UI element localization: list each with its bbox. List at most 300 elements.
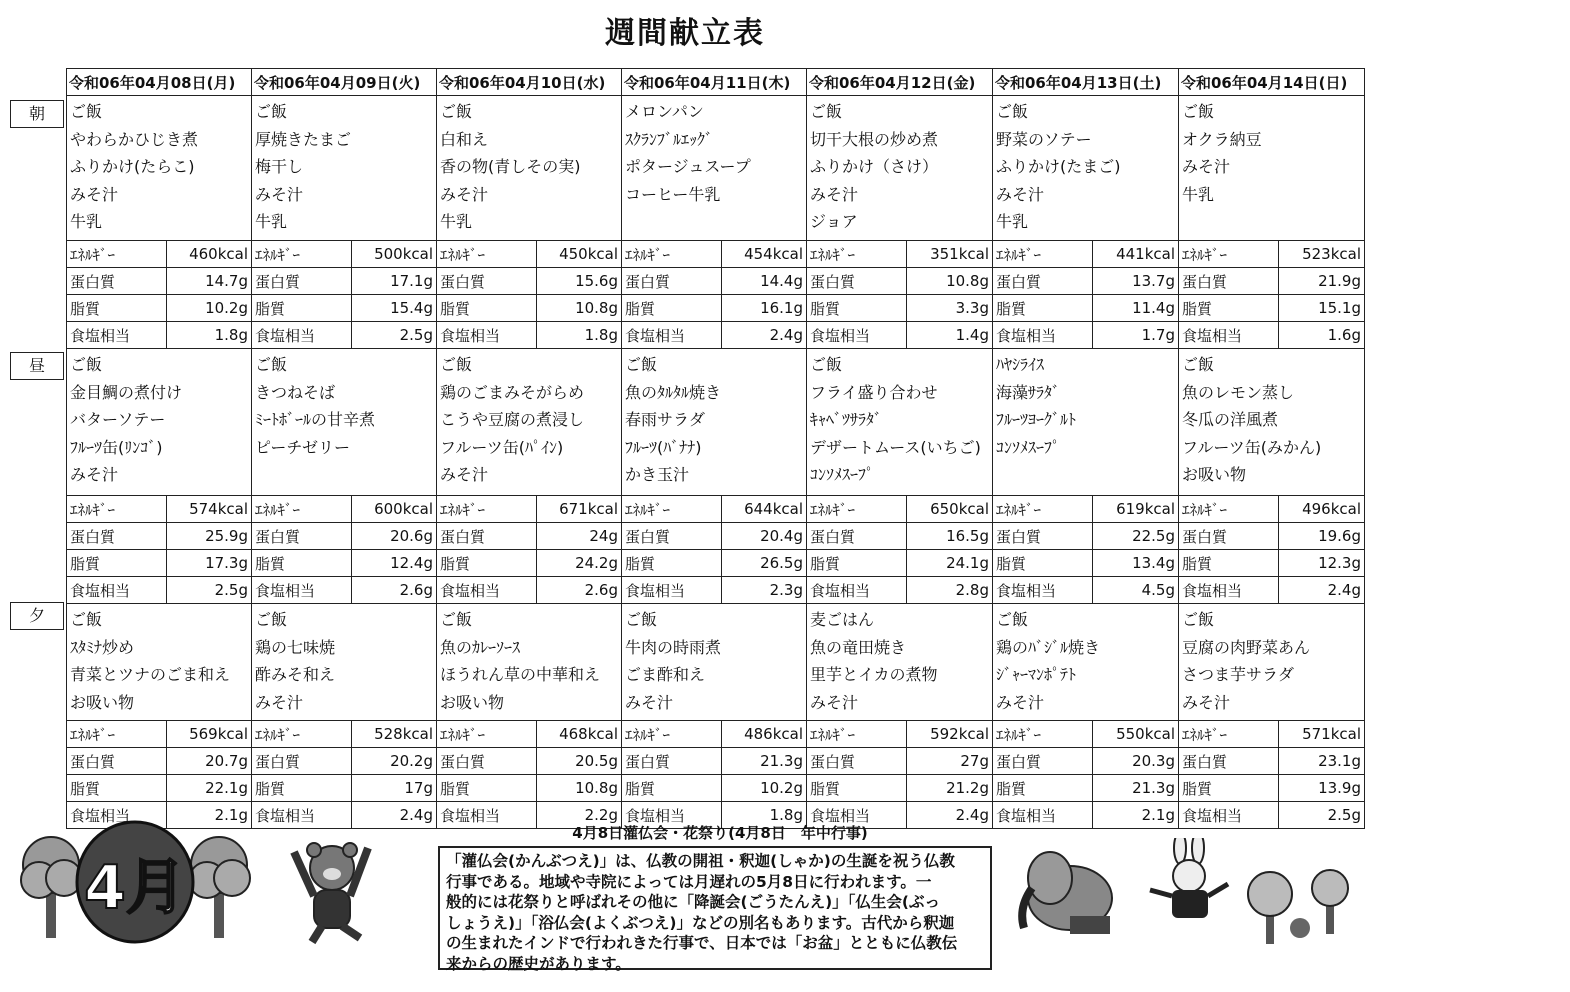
nutrient-label-protein: 蛋白質 (993, 268, 1093, 295)
nutrient-value-fat: 15.4g (351, 295, 436, 322)
nutrient-label-salt: 食塩相当 (807, 322, 907, 349)
dish-item: ｼﾞｬｰﾏﾝﾎﾟﾃﾄ (996, 665, 1077, 684)
dish-item: 鶏のﾊﾞｼﾞﾙ焼き (996, 637, 1101, 657)
nutrient-value-protein: 20.7g (166, 748, 251, 775)
dish-item: ふりかけ（さけ） (810, 157, 939, 176)
nutrient-value-protein: 24g (536, 523, 621, 550)
nutrient-label-fat: 脂質 (622, 775, 721, 802)
dish-cell-dinner (1179, 604, 1365, 721)
nutrient-label-salt: 食塩相当 (807, 577, 907, 604)
dish-item: ご飯 (1182, 355, 1215, 374)
nutrient-value-protein: 10.8g (907, 268, 992, 295)
nutrient-label-salt: 食塩相当 (67, 577, 166, 604)
nutrient-value-fat: 10.8g (536, 295, 621, 322)
nutrition-cell-dinner (622, 721, 807, 829)
nutrient-value-salt: 2.1g (214, 806, 248, 824)
dish-item: ご飯 (625, 355, 658, 374)
nutrient-value-protein: 14.7g (166, 268, 251, 295)
nutrition-cell-breakfast (252, 241, 437, 349)
nutrition-row-lunch (67, 496, 1365, 604)
nutrient-label-protein: 蛋白質 (622, 523, 721, 550)
nutrient-value-protein: 17.1g (351, 268, 436, 295)
nutrient-label-energy: ｴﾈﾙｷﾞｰ (252, 241, 351, 268)
nutrient-label-salt: 食塩相当 (252, 322, 351, 349)
nutrition-cell-breakfast (993, 241, 1179, 349)
dish-item: 魚の竜田焼き (810, 637, 907, 657)
nutrient-label-energy: ｴﾈﾙｷﾞｰ (67, 496, 166, 523)
date-header: 令和06年04月09日(火) (252, 69, 437, 96)
nutrition-cell-breakfast (67, 241, 252, 349)
weekly-menu-table (66, 68, 1365, 829)
event-line: 般的には花祭りと呼ばれその他に「降誕会(ごうたんえ)」「仏生会(ぶっ (446, 893, 941, 911)
nutrient-label-protein: 蛋白質 (993, 748, 1093, 775)
dish-item: 牛乳 (255, 212, 288, 231)
nutrient-label-protein: 蛋白質 (437, 523, 536, 550)
nutrient-value-energy: 550kcal (1093, 721, 1178, 748)
dish-item: フライ盛り合わせ (810, 382, 938, 402)
meal-label-lunch: 昼 (10, 352, 64, 380)
dish-item: ｺﾝｿﾒｽｰﾌﾟ (996, 437, 1061, 457)
nutrient-label-salt: 食塩相当 (252, 802, 351, 829)
dish-cell-dinner (67, 604, 252, 721)
nutrient-value-energy: 486kcal (721, 721, 806, 748)
dish-cell-breakfast (437, 96, 622, 241)
dish-item: 冬瓜の洋風煮 (1182, 410, 1279, 429)
nutrient-label-salt: 食塩相当 (67, 322, 166, 349)
dish-item: ほうれん草の中華和え (440, 665, 601, 684)
nutrient-label-energy: ｴﾈﾙｷﾞｰ (437, 496, 536, 523)
nutrient-label-protein: 蛋白質 (1179, 268, 1279, 295)
dish-item: 鶏のごまみそがらめ (440, 382, 585, 402)
nutrient-value-fat: 17.3g (166, 550, 251, 577)
nutrient-label-fat: 脂質 (993, 295, 1093, 322)
nutrient-label-salt: 食塩相当 (993, 802, 1093, 829)
dish-item: オクラ納豆 (1182, 129, 1262, 149)
nutrient-label-salt: 食塩相当 (622, 577, 721, 604)
tree-icon (21, 837, 82, 938)
nutrient-value-energy: 574kcal (166, 496, 251, 523)
dish-item: ｷｬﾍﾞﾂｻﾗﾀﾞ (810, 410, 883, 429)
dish-item: ご飯 (625, 610, 658, 629)
nutrient-label-protein: 蛋白質 (67, 268, 166, 295)
dish-item: ﾌﾙｰﾂ(ﾊﾞﾅﾅ) (625, 437, 702, 457)
nutrient-label-protein: 蛋白質 (1179, 523, 1279, 550)
nutrient-value-salt: 2.4g (955, 806, 989, 824)
nutrient-value-fat: 12.4g (351, 550, 436, 577)
nutrient-label-salt: 食塩相当 (1179, 577, 1279, 604)
nutrient-label-energy: ｴﾈﾙｷﾞｰ (807, 496, 907, 523)
nutrition-cell-dinner (1179, 721, 1365, 829)
dish-item: ジョア (810, 212, 858, 231)
nutrient-label-protein: 蛋白質 (622, 268, 721, 295)
nutrient-value-salt: 1.8g (214, 326, 248, 344)
nutrient-label-energy: ｴﾈﾙｷﾞｰ (993, 721, 1093, 748)
nutrient-value-fat: 11.4g (1093, 295, 1178, 322)
nutrient-value-salt: 1.6g (1327, 326, 1361, 344)
nutrient-value-salt: 2.2g (584, 806, 618, 824)
dish-item: お吸い物 (70, 692, 135, 712)
nutrient-value-protein: 19.6g (1279, 523, 1364, 550)
month-badge-illustration (14, 820, 264, 960)
dish-row-lunch (67, 349, 1365, 496)
dish-item: 牛乳 (70, 212, 103, 231)
nutrient-value-protein: 20.2g (351, 748, 436, 775)
dish-item: みそ汁 (70, 465, 119, 484)
dish-item: ご飯 (70, 610, 103, 629)
dish-item: 青菜とツナのごま和え (70, 665, 231, 684)
nutrient-label-protein: 蛋白質 (993, 523, 1093, 550)
date-header: 令和06年04月08日(月) (67, 69, 252, 96)
dish-item: 海藻ｻﾗﾀﾞ (996, 382, 1061, 402)
dish-item: 麦ごはん (810, 610, 875, 629)
dish-item: 豆腐の肉野菜あん (1182, 637, 1311, 657)
bear-icon (280, 838, 380, 948)
nutrient-value-energy: 571kcal (1279, 721, 1364, 748)
nutrient-value-salt: 2.6g (399, 581, 433, 599)
dish-item: 野菜のソテー (996, 129, 1092, 149)
nutrient-label-fat: 脂質 (252, 550, 351, 577)
dish-item: 梅干し (255, 157, 304, 176)
dish-item: 鶏の七味焼 (255, 637, 336, 657)
nutrient-value-salt: 2.4g (1327, 581, 1361, 599)
rabbit-and-trees-icon (1140, 838, 1370, 958)
nutrient-label-fat: 脂質 (437, 550, 536, 577)
dish-cell-dinner (622, 604, 807, 721)
nutrient-label-energy: ｴﾈﾙｷﾞｰ (1179, 496, 1279, 523)
dish-item: ﾌﾙｰﾂﾖｰｸﾞﾙﾄ (996, 410, 1077, 429)
nutrient-label-protein: 蛋白質 (807, 268, 907, 295)
nutrient-value-protein: 20.6g (351, 523, 436, 550)
nutrient-label-fat: 脂質 (252, 295, 351, 322)
dish-item: ご飯 (70, 355, 103, 374)
nutrient-value-salt: 2.4g (399, 806, 433, 824)
nutrition-row-dinner (67, 721, 1365, 829)
nutrient-value-energy: 460kcal (166, 241, 251, 268)
dish-item: 牛乳 (996, 212, 1029, 231)
nutrient-value-energy: 528kcal (351, 721, 436, 748)
date-header: 令和06年04月11日(木) (622, 69, 807, 96)
nutrient-value-protein: 23.1g (1279, 748, 1364, 775)
nutrient-value-fat: 26.5g (721, 550, 806, 577)
nutrient-value-fat: 16.1g (721, 295, 806, 322)
meal-label-dinner: 夕 (10, 602, 64, 630)
nutrient-label-fat: 脂質 (67, 550, 166, 577)
nutrient-value-fat: 24.1g (907, 550, 992, 577)
dish-item: 金目鯛の煮付け (70, 382, 183, 402)
dish-item: 厚焼きたまご (255, 129, 352, 149)
nutrient-label-salt: 食塩相当 (622, 802, 721, 829)
nutrient-label-fat: 脂質 (993, 775, 1093, 802)
nutrient-label-salt: 食塩相当 (807, 802, 907, 829)
dish-cell-lunch (993, 349, 1179, 496)
nutrient-label-protein: 蛋白質 (1179, 748, 1279, 775)
nutrient-value-energy: 450kcal (536, 241, 621, 268)
nutrition-cell-breakfast (1179, 241, 1365, 349)
nutrient-label-salt: 食塩相当 (437, 577, 536, 604)
nutrient-label-fat: 脂質 (1179, 295, 1279, 322)
nutrient-value-protein: 20.3g (1093, 748, 1178, 775)
nutrient-value-salt: 2.6g (584, 581, 618, 599)
nutrition-cell-dinner (252, 721, 437, 829)
elephant-icon (1010, 838, 1130, 948)
nutrition-cell-lunch (1179, 496, 1365, 604)
dish-item: さつま芋サラダ (1182, 665, 1294, 684)
nutrient-label-fat: 脂質 (252, 775, 351, 802)
dish-row-breakfast (67, 96, 1365, 241)
nutrition-cell-breakfast (622, 241, 807, 349)
dish-item: みそ汁 (440, 184, 489, 204)
nutrient-label-protein: 蛋白質 (437, 268, 536, 295)
dish-item: きつねそば (255, 382, 336, 402)
nutrition-cell-dinner (993, 721, 1179, 829)
nutrient-value-fat: 15.1g (1279, 295, 1364, 322)
nutrient-value-salt: 2.5g (399, 326, 433, 344)
nutrient-value-protein: 25.9g (166, 523, 251, 550)
nutrient-value-protein: 20.4g (721, 523, 806, 550)
nutrient-label-salt: 食塩相当 (437, 322, 536, 349)
dish-item: ご飯 (255, 610, 288, 629)
nutrient-value-salt: 1.4g (955, 326, 989, 344)
date-header: 令和06年04月13日(土) (993, 69, 1179, 96)
dish-item: 魚のﾀﾙﾀﾙ焼き (625, 382, 722, 402)
nutrient-value-fat: 3.3g (907, 295, 992, 322)
nutrition-cell-lunch (67, 496, 252, 604)
dish-item: みそ汁 (70, 184, 119, 204)
dish-item: コーヒー牛乳 (625, 184, 721, 204)
nutrient-label-protein: 蛋白質 (252, 268, 351, 295)
dish-item: みそ汁 (255, 692, 304, 712)
nutrient-label-protein: 蛋白質 (252, 748, 351, 775)
dish-item: みそ汁 (1182, 157, 1231, 176)
nutrient-value-fat: 21.3g (1093, 775, 1178, 802)
nutrient-label-energy: ｴﾈﾙｷﾞｰ (252, 721, 351, 748)
nutrition-cell-breakfast (437, 241, 622, 349)
dish-cell-lunch (807, 349, 993, 496)
dish-item: 香の物(青しその実) (440, 157, 581, 176)
nutrient-value-salt: 2.3g (769, 581, 803, 599)
nutrient-value-fat: 13.9g (1279, 775, 1364, 802)
nutrient-label-protein: 蛋白質 (67, 748, 166, 775)
dish-item: ご飯 (440, 102, 473, 121)
nutrient-label-energy: ｴﾈﾙｷﾞｰ (67, 721, 166, 748)
nutrient-value-fat: 24.2g (536, 550, 621, 577)
nutrient-value-fat: 22.1g (166, 775, 251, 802)
dish-item: ふりかけ(たらこ) (70, 157, 195, 176)
dish-item: 春雨サラダ (625, 410, 705, 429)
dish-item: みそ汁 (440, 465, 489, 484)
nutrition-cell-lunch (622, 496, 807, 604)
nutrient-value-protein: 15.6g (536, 268, 621, 295)
dish-item: ご飯 (1182, 610, 1215, 629)
dish-item: 牛肉の時雨煮 (625, 637, 722, 657)
dish-item: ご飯 (810, 102, 843, 121)
dish-item: お吸い物 (1182, 465, 1247, 484)
event-line: 来からの歴史があります。 (446, 954, 631, 973)
nutrient-value-energy: 644kcal (721, 496, 806, 523)
dish-item: デザートムース(いちご) (810, 437, 981, 457)
dish-item: ｽｸﾗﾝﾌﾞﾙｴｯｸﾞ (625, 129, 714, 149)
nutrient-label-energy: ｴﾈﾙｷﾞｰ (437, 721, 536, 748)
dish-item: かき玉汁 (625, 465, 690, 484)
nutrient-value-fat: 13.4g (1093, 550, 1178, 577)
nutrient-label-fat: 脂質 (437, 295, 536, 322)
nutrient-label-salt: 食塩相当 (1179, 322, 1279, 349)
nutrient-label-fat: 脂質 (622, 550, 721, 577)
dish-cell-dinner (807, 604, 993, 721)
dish-item: みそ汁 (810, 184, 859, 204)
dish-item: ご飯 (440, 355, 473, 374)
nutrient-label-salt: 食塩相当 (1179, 802, 1279, 829)
nutrient-value-salt: 2.8g (955, 581, 989, 599)
nutrient-value-protein: 27g (907, 748, 992, 775)
nutrient-label-fat: 脂質 (807, 775, 907, 802)
nutrient-value-energy: 619kcal (1093, 496, 1178, 523)
nutrient-value-salt: 2.5g (1327, 806, 1361, 824)
nutrition-cell-dinner (807, 721, 993, 829)
nutrient-label-fat: 脂質 (807, 550, 907, 577)
dish-item: こうや豆腐の煮浸し (440, 410, 585, 429)
dish-item: 切干大根の炒め煮 (810, 129, 939, 149)
nutrient-label-salt: 食塩相当 (67, 802, 166, 829)
date-header: 令和06年04月10日(水) (437, 69, 622, 96)
dish-item: みそ汁 (996, 184, 1045, 204)
nutrient-label-energy: ｴﾈﾙｷﾞｰ (437, 241, 536, 268)
dish-cell-lunch (67, 349, 252, 496)
dish-item: ご飯 (70, 102, 103, 121)
nutrient-value-energy: 468kcal (536, 721, 621, 748)
dish-item: ふりかけ(たまご) (996, 157, 1121, 176)
dish-item: 白和え (440, 129, 489, 149)
event-line: 「灌仏会(かんぶつえ)」は、仏教の開祖・釈迦(しゃか)の生誕を祝う仏教 (446, 852, 955, 870)
nutrient-label-fat: 脂質 (1179, 775, 1279, 802)
nutrient-value-energy: 600kcal (351, 496, 436, 523)
dish-item: バターソテー (70, 410, 166, 429)
nutrient-value-fat: 10.2g (166, 295, 251, 322)
dish-item: お吸い物 (440, 692, 505, 712)
nutrient-value-fat: 12.3g (1279, 550, 1364, 577)
nutrition-cell-lunch (437, 496, 622, 604)
nutrient-label-protein: 蛋白質 (807, 748, 907, 775)
dish-cell-lunch (1179, 349, 1365, 496)
dish-item: ご飯 (255, 355, 288, 374)
dish-item: ポタージュスープ (625, 157, 751, 176)
nutrient-value-salt: 2.5g (214, 581, 248, 599)
dish-cell-lunch (437, 349, 622, 496)
dish-item: みそ汁 (1182, 692, 1231, 712)
dish-item: 酢みそ和え (255, 665, 336, 684)
dish-item: 魚のｶﾚｰｿｰｽ (440, 637, 521, 657)
event-line: の生まれたインドで行われきた行事で、日本では「お盆」とともに仏教伝 (446, 934, 958, 952)
nutrient-label-fat: 脂質 (993, 550, 1093, 577)
dish-item: 魚のレモン蒸し (1182, 382, 1295, 402)
nutrient-value-fat: 10.8g (536, 775, 621, 802)
dish-item: 里芋とイカの煮物 (810, 665, 938, 684)
nutrient-value-salt: 2.1g (1141, 806, 1175, 824)
dish-item: みそ汁 (996, 692, 1045, 712)
dish-item: ｺﾝｿﾒｽｰﾌﾟ (810, 465, 875, 484)
nutrient-value-salt: 1.8g (769, 806, 803, 824)
dish-item: やわらかひじき煮 (70, 129, 199, 149)
nutrient-value-protein: 16.5g (907, 523, 992, 550)
dish-item: ご飯 (810, 355, 843, 374)
nutrient-label-salt: 食塩相当 (252, 577, 351, 604)
dish-cell-breakfast (993, 96, 1179, 241)
dish-item: メロンパン (625, 102, 704, 121)
nutrient-value-energy: 523kcal (1279, 241, 1364, 268)
nutrient-label-energy: ｴﾈﾙｷﾞｰ (993, 241, 1093, 268)
event-line: しょうえ)」「浴仏会(よくぶつえ)」などの別名もあります。古代から釈迦 (446, 913, 955, 932)
dish-row-dinner (67, 604, 1365, 721)
nutrient-label-energy: ｴﾈﾙｷﾞｰ (252, 496, 351, 523)
dish-cell-dinner (252, 604, 437, 721)
dish-item: ご飯 (996, 610, 1029, 629)
nutrition-cell-lunch (807, 496, 993, 604)
dish-item: ﾌﾙｰﾂ缶(ﾘﾝｺﾞ) (70, 437, 163, 457)
dish-cell-lunch (622, 349, 807, 496)
nutrient-label-energy: ｴﾈﾙｷﾞｰ (1179, 721, 1279, 748)
nutrient-value-protein: 21.3g (721, 748, 806, 775)
nutrient-value-energy: 351kcal (907, 241, 992, 268)
nutrient-value-energy: 500kcal (351, 241, 436, 268)
nutrition-cell-lunch (993, 496, 1179, 604)
dish-item: 牛乳 (440, 212, 473, 231)
nutrient-value-energy: 454kcal (721, 241, 806, 268)
nutrition-cell-breakfast (807, 241, 993, 349)
nutrient-value-fat: 10.2g (721, 775, 806, 802)
dish-item: ﾐｰﾄﾎﾞｰﾙの甘辛煮 (255, 410, 376, 429)
nutrient-value-energy: 592kcal (907, 721, 992, 748)
dish-cell-breakfast (622, 96, 807, 241)
event-title: 4月8日灌仏会・花祭り(4月8日 年中行事) (572, 824, 868, 842)
nutrition-cell-dinner (437, 721, 622, 829)
nutrient-value-energy: 569kcal (166, 721, 251, 748)
nutrient-label-fat: 脂質 (807, 295, 907, 322)
nutrient-value-salt: 2.4g (769, 326, 803, 344)
nutrient-value-salt: 1.8g (584, 326, 618, 344)
nutrient-label-energy: ｴﾈﾙｷﾞｰ (622, 721, 721, 748)
nutrient-label-energy: ｴﾈﾙｷﾞｰ (1179, 241, 1279, 268)
dish-cell-dinner (437, 604, 622, 721)
nutrient-label-fat: 脂質 (1179, 550, 1279, 577)
nutrient-label-protein: 蛋白質 (622, 748, 721, 775)
nutrient-label-protein: 蛋白質 (67, 523, 166, 550)
dish-item: ｽﾀﾐﾅ炒め (70, 637, 135, 657)
nutrient-label-energy: ｴﾈﾙｷﾞｰ (622, 241, 721, 268)
dish-item: ご飯 (996, 102, 1029, 121)
nutrient-label-energy: ｴﾈﾙｷﾞｰ (67, 241, 166, 268)
dish-item: フルーツ缶(ﾊﾟｲﾝ) (440, 437, 564, 457)
nutrient-value-protein: 21.9g (1279, 268, 1364, 295)
dish-cell-dinner (993, 604, 1179, 721)
dish-item: ご飯 (1182, 102, 1215, 121)
nutrient-value-protein: 20.5g (536, 748, 621, 775)
nutrient-value-energy: 496kcal (1279, 496, 1364, 523)
date-header: 令和06年04月14日(日) (1179, 69, 1365, 96)
nutrient-value-protein: 13.7g (1093, 268, 1178, 295)
nutrient-value-salt: 4.5g (1141, 581, 1175, 599)
nutrient-label-salt: 食塩相当 (993, 322, 1093, 349)
nutrient-label-energy: ｴﾈﾙｷﾞｰ (807, 721, 907, 748)
event-description (438, 846, 992, 973)
dish-item: みそ汁 (625, 692, 674, 712)
nutrient-value-energy: 671kcal (536, 496, 621, 523)
nutrition-cell-lunch (252, 496, 437, 604)
dish-cell-breakfast (252, 96, 437, 241)
nutrient-label-energy: ｴﾈﾙｷﾞｰ (807, 241, 907, 268)
dish-item: ピーチゼリー (255, 437, 351, 457)
nutrient-label-salt: 食塩相当 (993, 577, 1093, 604)
nutrient-label-fat: 脂質 (67, 295, 166, 322)
